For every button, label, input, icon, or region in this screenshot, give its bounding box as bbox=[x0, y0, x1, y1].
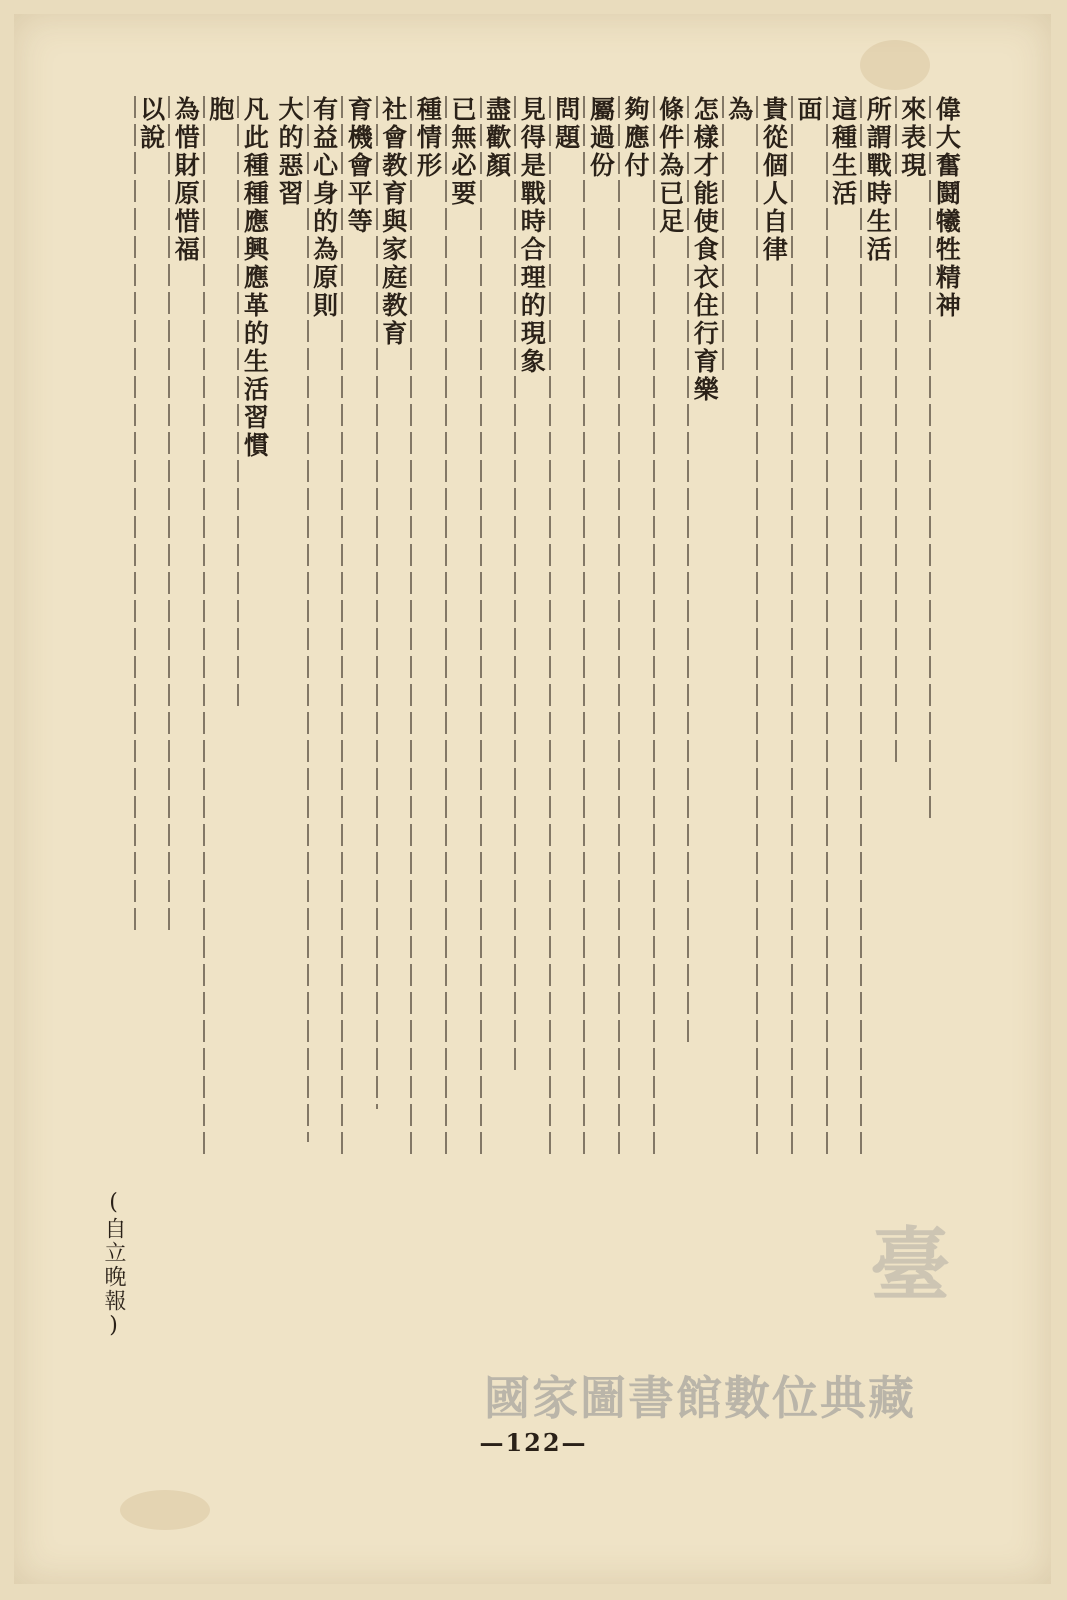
column-lead-text: 面 bbox=[794, 96, 823, 124]
text-column bbox=[170, 96, 200, 936]
illegible-text-run bbox=[480, 96, 482, 1160]
attribution: (自立晚報) bbox=[101, 1190, 126, 1340]
illegible-text-run bbox=[653, 96, 655, 1160]
illegible-text-run bbox=[549, 96, 551, 1160]
illegible-text-run bbox=[134, 96, 136, 936]
text-column bbox=[239, 96, 269, 712]
watermark-logo: 臺 bbox=[870, 1218, 950, 1312]
column-lead-text: 貴從個人自律 bbox=[759, 96, 789, 264]
watermark-text: 國家圖書館數位典藏 bbox=[484, 1371, 916, 1425]
illegible-text-run bbox=[203, 96, 205, 1160]
text-column bbox=[551, 96, 581, 1160]
column-lead-text: 屬過份 bbox=[586, 96, 616, 180]
column-lead-text: 來表現 bbox=[897, 96, 927, 180]
text-column bbox=[897, 96, 927, 768]
text-column bbox=[378, 96, 408, 1109]
column-lead-text: 有益心身的為原則 bbox=[309, 96, 339, 320]
column-lead-text: 盡歡顏 bbox=[482, 96, 512, 180]
text-column bbox=[758, 96, 788, 1160]
text-column bbox=[793, 96, 823, 1160]
illegible-text-run bbox=[895, 96, 897, 768]
column-lead-text: 為惜財原惜福 bbox=[171, 96, 201, 264]
text-column bbox=[205, 96, 235, 1160]
text-column bbox=[343, 96, 373, 1160]
column-lead-text: 社會教育與家庭教育 bbox=[378, 96, 408, 348]
column-lead-text: 種情形 bbox=[413, 96, 443, 180]
illegible-text-run bbox=[722, 96, 724, 376]
column-lead-text: 凡此種種應興應革的生活習慣 bbox=[240, 96, 270, 460]
column-lead-text: 見得是戰時合理的現象 bbox=[517, 96, 547, 376]
column-lead-text: 夠應付 bbox=[621, 96, 650, 180]
illegible-text-run bbox=[583, 96, 585, 1160]
column-lead-text: 所謂戰時生活 bbox=[863, 96, 893, 264]
text-column bbox=[136, 96, 166, 936]
page-number: —122— bbox=[479, 1428, 588, 1457]
text-column bbox=[828, 96, 858, 1160]
paper-stain bbox=[860, 40, 930, 90]
illegible-text-run bbox=[445, 96, 447, 1160]
text-column bbox=[447, 96, 477, 1160]
column-lead-text: 胞 bbox=[205, 96, 235, 124]
text-column bbox=[655, 96, 685, 1160]
column-lead-text: 偉大奮鬪犧牲精神 bbox=[932, 96, 962, 320]
column-lead-text: 這種生活 bbox=[828, 96, 858, 208]
column-lead-text: 條件為已足 bbox=[655, 96, 685, 236]
illegible-text-run bbox=[410, 96, 412, 1160]
text-column bbox=[516, 96, 546, 1076]
text-column bbox=[689, 96, 719, 1043]
text-column bbox=[482, 96, 512, 1160]
column-lead-text: 怎樣才能使食衣住行育樂 bbox=[690, 96, 720, 404]
text-column bbox=[724, 96, 754, 376]
illegible-text-run bbox=[341, 96, 343, 1160]
illegible-text-run bbox=[618, 96, 620, 1160]
text-column bbox=[862, 96, 892, 1160]
text-column bbox=[309, 96, 339, 1142]
text-column bbox=[585, 96, 615, 1160]
illegible-text-run bbox=[791, 96, 793, 1160]
illegible-text-run bbox=[826, 96, 828, 1160]
text-column bbox=[931, 96, 961, 824]
column-lead-text: 育機會平等 bbox=[344, 96, 374, 236]
text-column bbox=[620, 96, 650, 1160]
text-column bbox=[274, 96, 304, 208]
column-lead-text: 為 bbox=[724, 96, 754, 124]
column-lead-text: 已無必要 bbox=[448, 96, 477, 208]
text-column bbox=[412, 96, 442, 1160]
column-lead-text: 以說 bbox=[136, 96, 166, 152]
column-lead-text: 大的惡習 bbox=[275, 96, 304, 208]
column-lead-text: 問題 bbox=[551, 96, 581, 152]
